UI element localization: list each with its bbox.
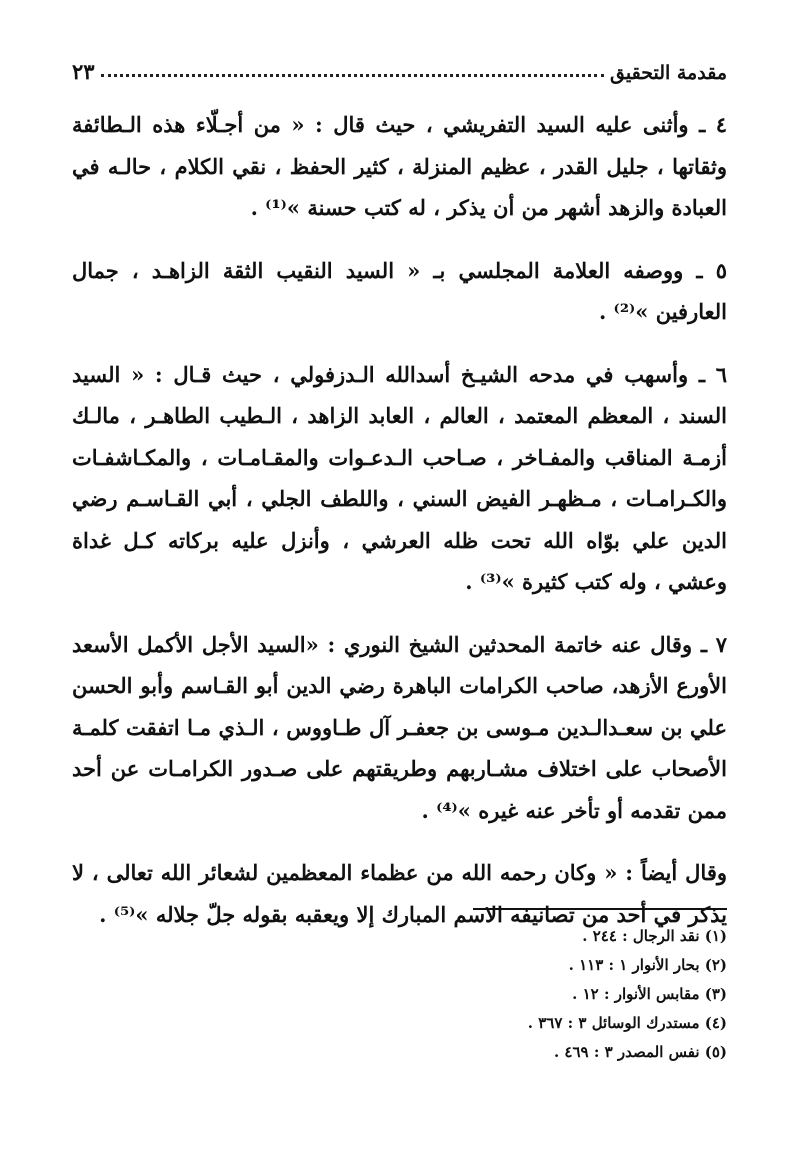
footnote: (٥) نفس المصدر ٣ : ٤٦٩ . <box>553 1043 727 1061</box>
running-header <box>72 52 727 84</box>
chapter-title: مقدمة التحقيق <box>610 62 727 84</box>
footnote: (٤) مستدرك الوسائل ٣ : ٣٦٧ . <box>527 1014 727 1032</box>
page-number: ٢٣ <box>72 59 95 84</box>
paragraph: وقال أيضاً : « وكان رحمه الله من عظماء المعظمين لشعائر الله تعالى ، لا يذكر في أحد من تصانيفه الاسم المبارك إلا ويعقبه بقوله جلّ جلاله »⁽⁵⁾ . <box>72 860 727 927</box>
paragraph: ٤ ـ وأثنى عليه السيد التفريشي ، حيث قال : « من أجـلّاء هذه الـطائفة وثقاتها ، جليل القدر ، عظيم المنزلة ، كثير الحفظ ، نقي الكلام ، حالـه في العبادة والزهد أشهر من أن يذكر ، له كتب حسنة »⁽¹⁾ . <box>72 112 727 220</box>
paragraph: ٦ ـ وأسهب في مدحه الشيـخ أسدالله الـدزفولي ، حيث قـال : « السيد السند ، المعظم المعتمد ، العالم ، العابد الزاهد ، الـطيب الطاهـر ، مالـك أزمـة المناقب والمفـاخر ، صـاحب الـدعـوات والمقـامـات ، والمكـاشفـات والكـرامـات ، مـظهـر الفيض السني ، واللطف الجلي ، أبي القـاسـم رضي الدين علي بوّاه الله تحت ظله العرشي ، وأنزل عليه بركاته كـل غداة وعشي ، وله كتب كثيرة »⁽³⁾ . <box>72 361 727 594</box>
footnote: (٢) بحار الأنوار ١ : ١١٣ . <box>568 956 727 974</box>
main-text <box>72 104 727 935</box>
paragraph: ٥ ـ ووصفه العلامة المجلسي بـ « السيد النقيب الثقة الزاهـد ، جمال العارفين »⁽²⁾ . <box>72 257 727 324</box>
footnote: (٣) مقابس الأنوار : ١٢ . <box>572 985 727 1003</box>
footnotes <box>300 922 727 1067</box>
header-dot-leader <box>101 74 604 77</box>
footnote-divider <box>473 908 727 910</box>
paragraph: ٧ ـ وقال عنه خاتمة المحدثين الشيخ النوري : «السيد الأجل الأكمل الأسعد الأورع الأزهد، صاحب الكرامات الباهرة رضي الدين أبو القـاسم وأبو الحسن علي بن سعـدالـدين مـوسى بن جعفـر آل طـاووس ، الـذي مـا اتفقت كلمـة الأصحاب على اختلاف مشـاربهم وطريقتهم على صـدور الكرامـات عن أحد ممن تقدمه أو تأخر عنه غيره »⁽⁴⁾ . <box>72 631 727 823</box>
footnote: (١) نقد الرجال : ٢٤٤ . <box>582 927 727 945</box>
